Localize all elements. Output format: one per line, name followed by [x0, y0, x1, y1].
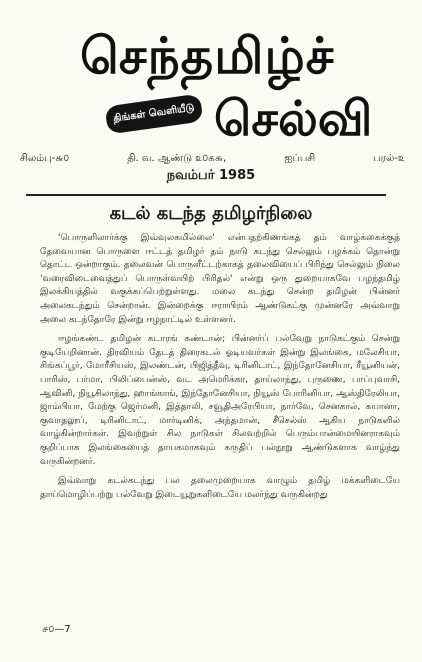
issue-date: நவம்பர் 1985 — [166, 168, 256, 183]
header-divider — [26, 194, 386, 196]
article-paragraph: இவ்வாறு கடல்கடந்து பல தலைமுறையாக வாழும் தமிழ் மக்களிடையே தாய்மொழிப்பற்று பல்வேறு இடையூறுகளிடையே மலர்ந்து வருகின்றது — [40, 476, 400, 500]
issue-volume: சிலம்பு-௬௦ — [20, 153, 70, 164]
monthly-issue-badge: திங்கள் வெளியீடு — [105, 93, 204, 134]
magazine-title: செந்தமிழ்ச் — [80, 27, 335, 85]
article-title: கடல் கடந்த தமிழர்நிலை — [109, 203, 313, 224]
issue-year: தி. வ. ஆண்டு ௨௦௧௬, — [127, 153, 227, 164]
issue-month: ஐப்பசி — [284, 153, 316, 164]
issue-info-line — [20, 152, 405, 166]
issue-part: பரல்-௨ — [373, 153, 405, 164]
article-paragraph: 'பொருளிலார்க்கு இவ்வுலகமில்லை' என்பதற்கிணங்கத் தம் வாழ்க்கைக்குத் தேவையான பொருளை ஈட்டத் தமிழர் தம் நாடு கடந்து செல்லும் பழக்கம் தொன்று தொட்ட ஒன்றாகும். தலைவன் பொருளீட்டற்காகத் தலைவியைப் பிரிந்து செல்லும் நிலை 'வரைவிடைவைத்துப் பொருள்வயிற் பிரிதல்' என்று ஒரு துறையாகவே பழந்தமிழ் இலக்கியத்தில் வகுக்கப்பெற்றுள்ளது. மலை கடந்து சென்ற தமிழன் பின்னர் அலைகடந்தும் சென்றான். இன்றைக்கு ஈராயிரம் ஆண்டுகட்கு முன்னரே அவ்வாறு அலை கடந்தோரே இன்று ஈழநாட்டில் உள்ளனர். — [40, 233, 400, 325]
article-paragraph: ஈழங்கண்ட தமிழன் கடாரங் கண்டான்; பின்னர்ப் பல்வேறு நாடுகட்கும் சென்று குடியேறினான். திரவியம் தேடத் திரைகடல் ஓடியவர்கள் இன்று இலங்கை, மலேசியா, சிங்கப்பூர், மோரீசியஸ், இலண்டன், பிஜித்தீவு, டிரினிடாட், இந்தோனேசியா, ரீயூனியன், பாரிஸ், பர்மா, பிலிப்பைன்ஸ், வட அமெரிக்கா, தாய்லாந்து, புருணை, பாப்புவாசி, ஆவினி, நியூசிலாந்து, ஹாங்காங், இந்தோனேசியா, நியூஸ் போரினியா, ஆஸ்திரேலியா, ஜாம்பியா, மேற்கு ஜெர்மனி, இத்தாலி, சவூதிஅரேபியா, நார்வே, செனகால், கயானா, குவாதலூப், டிரினிடாட், மார்டினிக், அந்தமான், சீசெல்ஸ் ஆகிய நாடுகளில் வாழ்கின்றார்கள். இவற்றுள் சில நாடுகள் சிலவற்றில் பெரும்பான்மையினராகவும் குறிப்பாக இலங்கையைத் தாயகமாகவும் கருதிப் பல்நூறு ஆண்டுகளாக வாழ்ந்து வருகின்றனர். — [40, 334, 400, 467]
page-mark: ௪௦—7 — [42, 624, 71, 635]
magazine-subtitle: செல்வி — [214, 91, 373, 147]
article-body — [40, 232, 400, 508]
